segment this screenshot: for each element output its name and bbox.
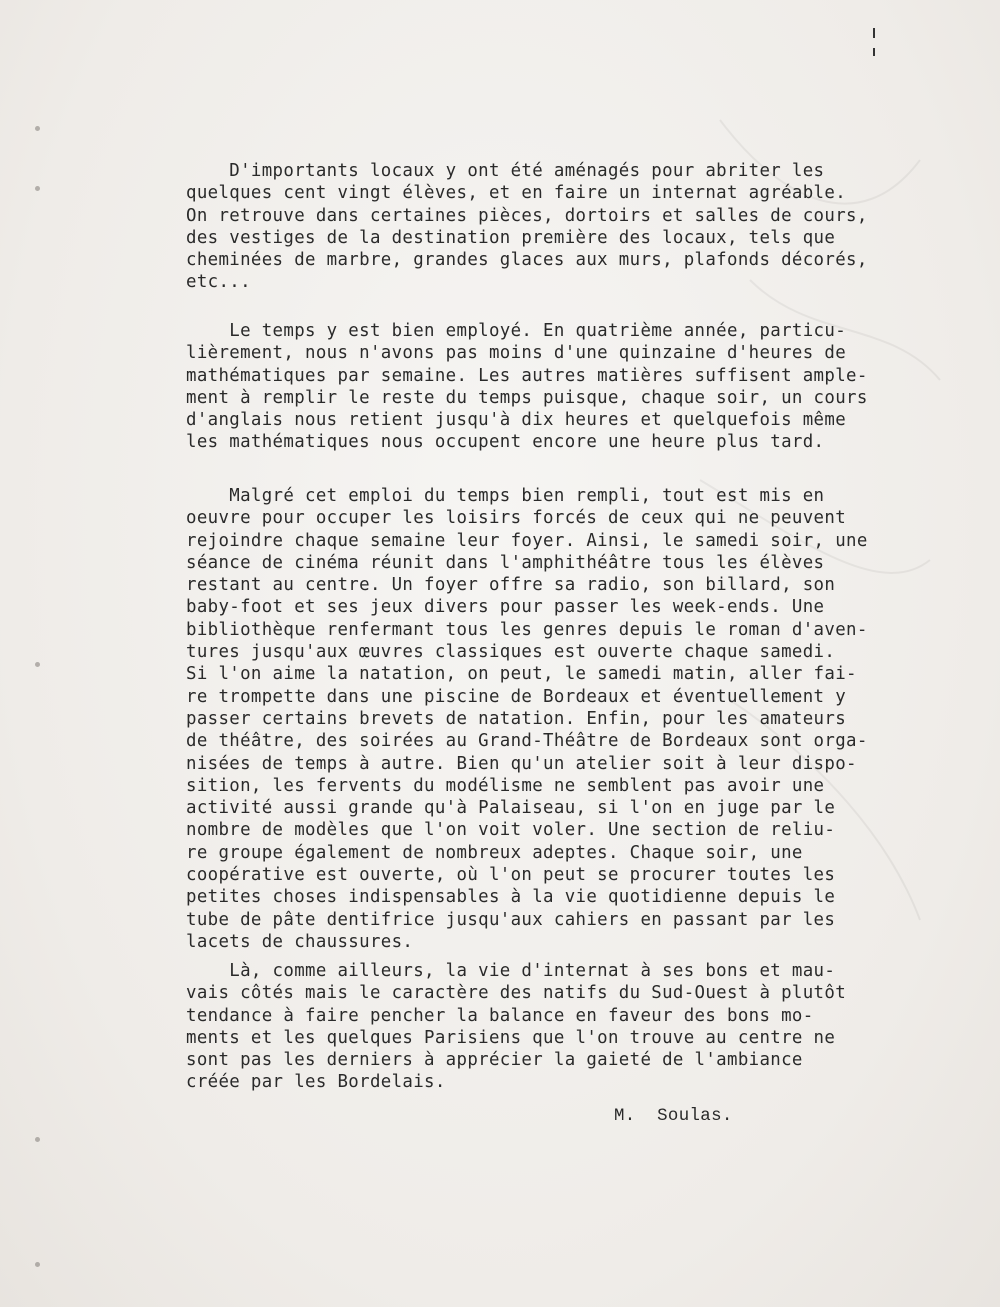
text-line: tube de pâte dentifrice jusqu'aux cahiers en passant par les [186, 909, 836, 930]
text-line: tendance à faire pencher la balance en faveur des bons mo- [186, 1005, 814, 1026]
text-line: oeuvre pour occuper les loisirs forcés de ceux qui ne peuvent [186, 508, 847, 529]
text-line: tures jusqu'aux œuvres classiques est ouverte chaque samedi. [186, 642, 836, 663]
text-line: passer certains brevets de natation. Enfin, pour les amateurs [186, 708, 847, 729]
text-line: séance de cinéma réunit dans l'amphithéâtre tous les élèves [186, 552, 825, 573]
text-line: nisées de temps à autre. Bien qu'un atelier soit à leur dispo- [186, 753, 857, 774]
text-line: D'importants locaux y ont été aménagés pour abriter les [186, 161, 825, 181]
text-line: nombre de modèles que l'on voit voler. Une section de reliu- [186, 820, 836, 841]
text-line: ment à remplir le reste du temps puisque, chaque soir, un cours [186, 387, 868, 408]
stray-mark [873, 28, 875, 38]
text-line: créée par les Bordelais. [186, 1072, 446, 1093]
text-line: quelques cent vingt élèves, et en faire un internat agréable. [186, 183, 847, 204]
text-line: cheminées de marbre, grandes glaces aux murs, plafonds décorés, [186, 250, 868, 271]
text-line: On retrouve dans certaines pièces, dortoirs et salles de cours, [186, 205, 868, 226]
text-line: ments et les quelques Parisiens que l'on trouve au centre ne [186, 1027, 836, 1048]
binder-hole-mark [35, 1262, 40, 1267]
text-line: de théâtre, des soirées au Grand-Théâtre de Bordeaux sont orga- [186, 731, 868, 752]
text-line: lacets de chaussures. [186, 931, 414, 952]
paragraph-1 [186, 160, 868, 294]
text-line: Là, comme ailleurs, la vie d'internat à ses bons et mau- [186, 961, 836, 981]
text-line: bibliothèque renfermant tous les genres depuis le roman d'aven- [186, 619, 868, 640]
text-line: etc... [186, 272, 251, 293]
text-line: re groupe également de nombreux adeptes. Chaque soir, une [186, 842, 803, 863]
text-line: lièrement, nous n'avons pas moins d'une quinzaine d'heures de [186, 343, 847, 364]
text-line: activité aussi grande qu'à Palaiseau, si l'on en juge par le [186, 798, 836, 819]
text-line: vais côtés mais le caractère des natifs du Sud-Ouest à plutôt [186, 983, 847, 1004]
text-line: Malgré cet emploi du temps bien rempli, tout est mis en [186, 486, 825, 506]
stray-mark [873, 48, 875, 56]
text-line: baby-foot et ses jeux divers pour passer les week-ends. Une [186, 597, 825, 618]
text-line: re trompette dans une piscine de Bordeaux et éventuellement y [186, 686, 847, 707]
text-line: coopérative est ouverte, où l'on peut se procurer toutes les [186, 865, 836, 886]
text-line: sont pas les derniers à apprécier la gaieté de l'ambiance [186, 1050, 803, 1071]
text-line: les mathématiques nous occupent encore une heure plus tard. [186, 432, 825, 453]
text-line: Si l'on aime la natation, on peut, le samedi matin, aller fai- [186, 664, 857, 685]
text-line: d'anglais nous retient jusqu'à dix heures et quelquefois même [186, 410, 847, 431]
paragraph-3 [186, 485, 868, 953]
text-line: petites choses indispensables à la vie quotidienne depuis le [186, 887, 836, 908]
binder-hole-mark [35, 126, 40, 131]
binder-hole-mark [35, 186, 40, 191]
text-line: restant au centre. Un foyer offre sa radio, son billard, son [186, 575, 836, 596]
binder-hole-mark [35, 662, 40, 667]
text-line: des vestiges de la destination première des locaux, tels que [186, 227, 836, 248]
paragraph-4 [186, 960, 846, 1094]
text-line: mathématiques par semaine. Les autres matières suffisent ample- [186, 365, 868, 386]
paragraph-2 [186, 320, 868, 454]
text-line: sition, les fervents du modélisme ne semblent pas avoir une [186, 775, 825, 796]
author-signature: M. Soulas. [614, 1107, 733, 1126]
binder-hole-mark [35, 1137, 40, 1142]
text-line: Le temps y est bien employé. En quatrième année, particu- [186, 321, 847, 341]
text-line: rejoindre chaque semaine leur foyer. Ainsi, le samedi soir, une [186, 530, 868, 551]
